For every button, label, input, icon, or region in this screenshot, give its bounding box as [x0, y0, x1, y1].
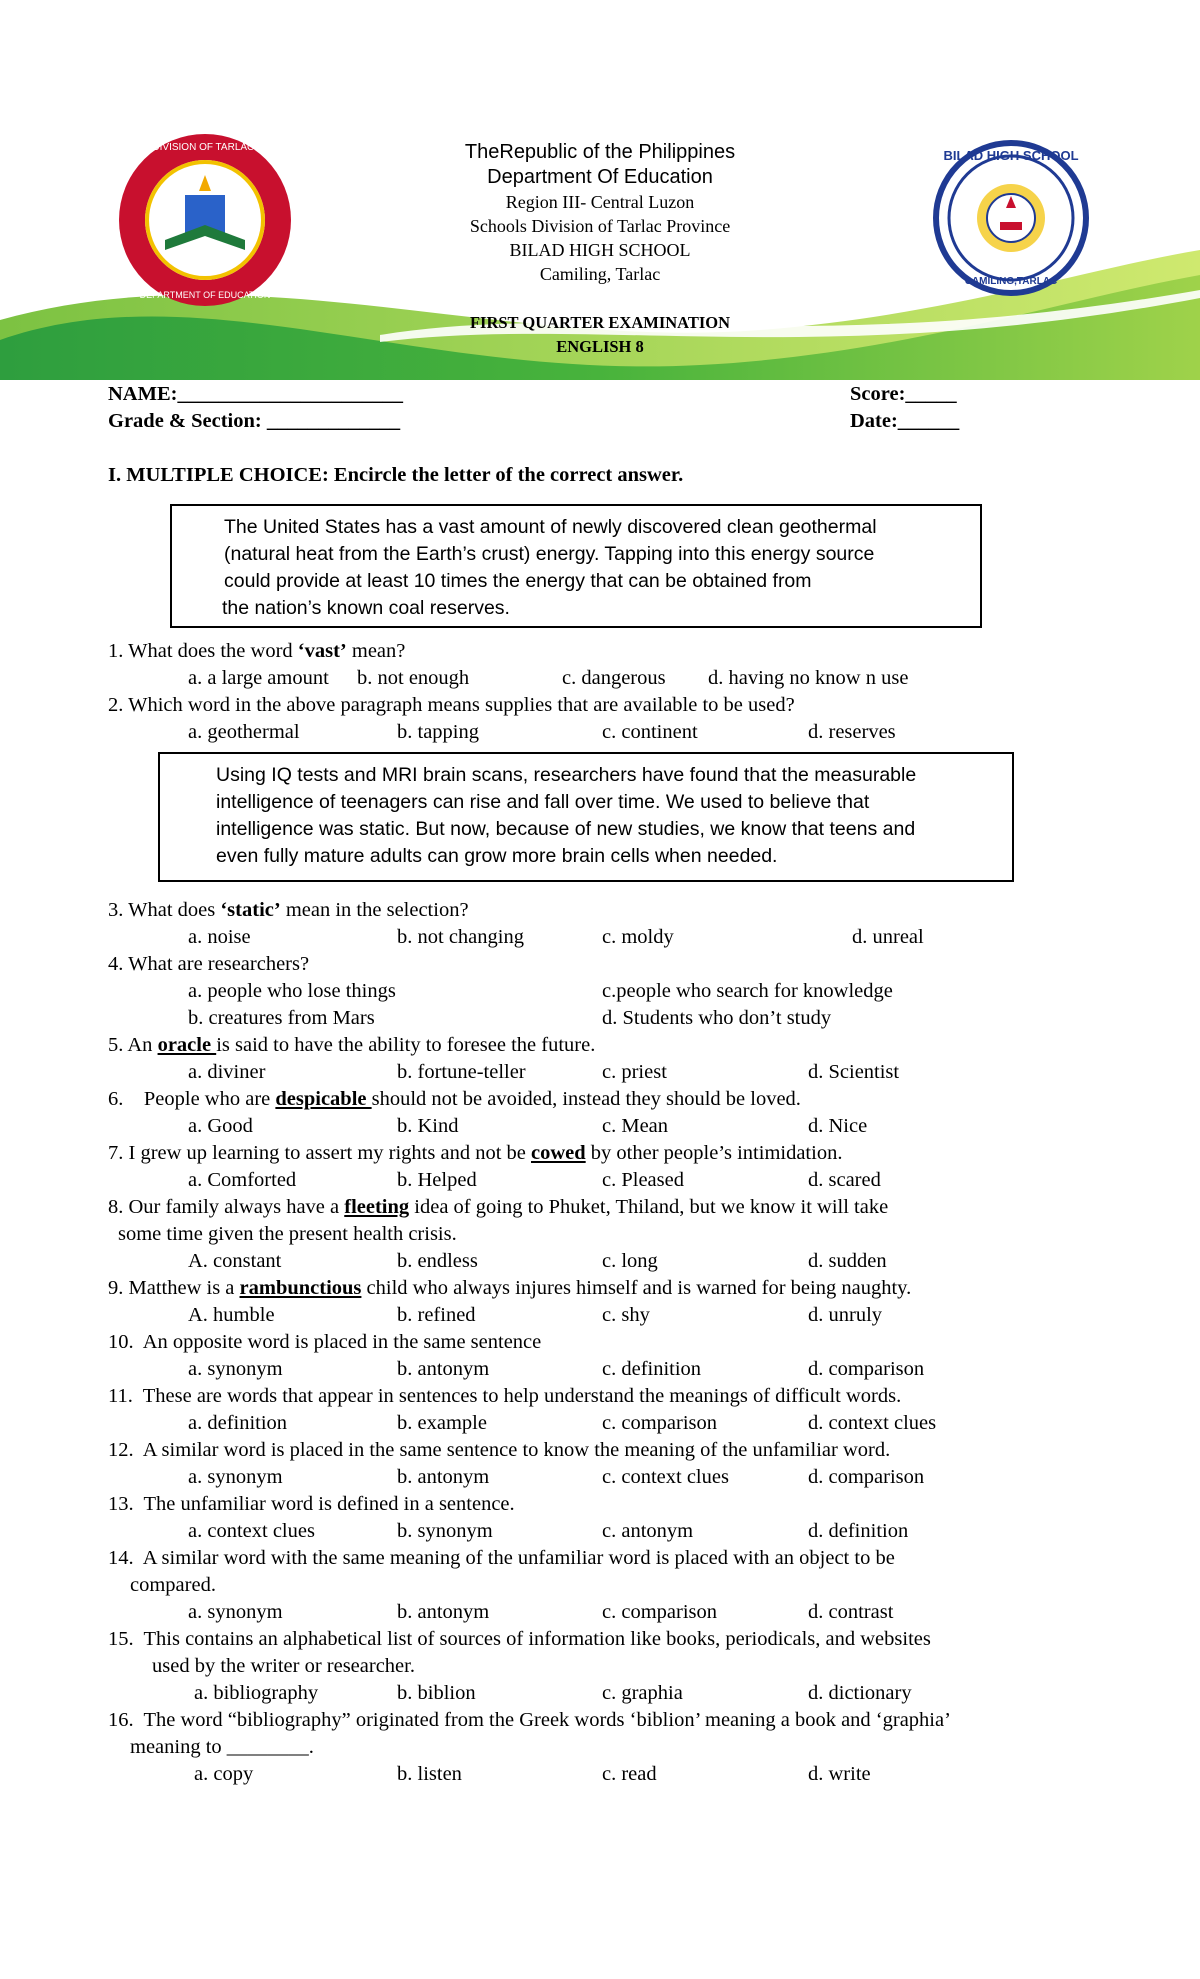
option-5c[interactable]: c. priest — [602, 1061, 667, 1083]
option-6b[interactable]: b. Kind — [397, 1115, 459, 1137]
score-field[interactable]: Score:_____ — [850, 383, 957, 405]
name-field[interactable]: NAME:______________________ — [108, 383, 403, 405]
option-12c[interactable]: c. context clues — [602, 1466, 729, 1488]
option-11d[interactable]: d. context clues — [808, 1412, 937, 1434]
option-3a[interactable]: a. noise — [188, 926, 251, 948]
question-4: 4. What are researchers? — [108, 953, 310, 975]
option-8d[interactable]: d. sudden — [808, 1250, 887, 1272]
question-8: 8. Our family always have a fleeting idea of going to Phuket, Thiland, but we know it will take — [108, 1196, 889, 1218]
option-16c[interactable]: c. read — [602, 1763, 657, 1785]
option-8a[interactable]: A. constant — [188, 1250, 282, 1272]
question-14-line2: compared. — [130, 1574, 216, 1596]
question-16: 16. The word “bibliography” originated from the Greek words ‘biblion’ meaning a book and ‘graphia’ — [108, 1709, 951, 1731]
question-5: 5. An oracle is said to have the ability to foresee the future. — [108, 1034, 596, 1056]
option-9b[interactable]: b. refined — [397, 1304, 476, 1326]
option-14b[interactable]: b. antonym — [397, 1601, 490, 1623]
exam-title: FIRST QUARTER EXAMINATION — [469, 313, 731, 332]
option-5a[interactable]: a. diviner — [188, 1061, 266, 1083]
question-7: 7. I grew up learning to assert my rights and not be cowed by other people’s intimidation. — [108, 1142, 843, 1164]
question-13: 13. The unfamiliar word is defined in a sentence. — [108, 1493, 515, 1515]
passage-line: the nation’s known coal reserves. — [222, 597, 510, 619]
question-12: 12. A similar word is placed in the same sentence to know the meaning of the unfamiliar word. — [108, 1439, 891, 1461]
option-14a[interactable]: a. synonym — [188, 1601, 283, 1623]
option-15d[interactable]: d. dictionary — [808, 1682, 912, 1704]
location-line: Camiling, Tarlac — [539, 264, 661, 284]
passage-line: Using IQ tests and MRI brain scans, researchers have found that the measurable — [216, 764, 917, 786]
option-9d[interactable]: d. unruly — [808, 1304, 883, 1326]
division-line: Schools Division of Tarlac Province — [469, 216, 731, 236]
option-4b[interactable]: b. creatures from Mars — [188, 1007, 375, 1029]
question-11: 11. These are words that appear in sentences to help understand the meanings of difficult words. — [108, 1385, 902, 1407]
option-14d[interactable]: d. contrast — [808, 1601, 894, 1623]
option-4c[interactable]: c.people who search for knowledge — [602, 980, 893, 1002]
option-8b[interactable]: b. endless — [397, 1250, 478, 1272]
passage-line: intelligence of teenagers can rise and fall over time. We used to believe that — [216, 791, 870, 813]
date-field[interactable]: Date:______ — [850, 410, 960, 432]
option-10a[interactable]: a. synonym — [188, 1358, 283, 1380]
question-15: 15. This contains an alphabetical list of sources of information like books, periodicals, and websites — [108, 1628, 931, 1650]
option-5d[interactable]: d. Scientist — [808, 1061, 900, 1083]
option-1d[interactable]: d. having no know n use — [708, 667, 909, 689]
passage-line: The United States has a vast amount of newly discovered clean geothermal — [224, 516, 877, 538]
option-11a[interactable]: a. definition — [188, 1412, 288, 1434]
option-1a[interactable]: a. a large amount — [188, 667, 329, 689]
question-14: 14. A similar word with the same meaning of the unfamiliar word is placed with an object to be — [108, 1547, 895, 1569]
department-line: Department Of Education — [487, 166, 713, 188]
option-13b[interactable]: b. synonym — [397, 1520, 493, 1542]
svg-text:DEPARTMENT OF EDUCATION: DEPARTMENT OF EDUCATION — [139, 290, 271, 300]
question-15-line2: used by the writer or researcher. — [152, 1655, 415, 1677]
option-4a[interactable]: a. people who lose things — [188, 980, 396, 1002]
option-13c[interactable]: c. antonym — [602, 1520, 694, 1542]
svg-text:BILAD HIGH SCHOOL: BILAD HIGH SCHOOL — [943, 148, 1079, 163]
option-5b[interactable]: b. fortune-teller — [397, 1061, 526, 1083]
option-15b[interactable]: b. biblion — [397, 1682, 476, 1704]
option-11b[interactable]: b. example — [397, 1412, 487, 1434]
option-16a[interactable]: a. copy — [194, 1763, 254, 1785]
question-2: 2. Which word in the above paragraph means supplies that are available to be used? — [108, 694, 795, 716]
option-9a[interactable]: A. humble — [188, 1304, 275, 1326]
passage-line: even fully mature adults can grow more brain cells when needed. — [216, 845, 778, 867]
option-14c[interactable]: c. comparison — [602, 1601, 717, 1623]
option-13d[interactable]: d. definition — [808, 1520, 909, 1542]
question-9: 9. Matthew is a rambunctious child who always injures himself and is warned for being naughty. — [108, 1277, 912, 1299]
option-6d[interactable]: d. Nice — [808, 1115, 868, 1137]
option-7d[interactable]: d. scared — [808, 1169, 881, 1191]
school-line: BILAD HIGH SCHOOL — [509, 240, 691, 260]
passage-line: (natural heat from the Earth’s crust) energy. Tapping into this energy source — [224, 543, 875, 565]
option-11c[interactable]: c. comparison — [602, 1412, 717, 1434]
option-9c[interactable]: c. shy — [602, 1304, 650, 1326]
option-10d[interactable]: d. comparison — [808, 1358, 925, 1380]
option-12d[interactable]: d. comparison — [808, 1466, 925, 1488]
option-15c[interactable]: c. graphia — [602, 1682, 683, 1704]
passage-line: intelligence was static. But now, because of new studies, we know that teens and — [216, 818, 916, 840]
option-6a[interactable]: a. Good — [188, 1115, 253, 1137]
option-3b[interactable]: b. not changing — [397, 926, 524, 948]
option-7a[interactable]: a. Comforted — [188, 1169, 297, 1191]
option-4d[interactable]: d. Students who don’t study — [602, 1007, 832, 1029]
question-8-line2: some time given the present health crisis. — [118, 1223, 457, 1245]
option-6c[interactable]: c. Mean — [602, 1115, 669, 1137]
option-7c[interactable]: c. Pleased — [602, 1169, 684, 1191]
option-10b[interactable]: b. antonym — [397, 1358, 490, 1380]
option-13a[interactable]: a. context clues — [188, 1520, 315, 1542]
passage-box-1 — [170, 504, 982, 628]
option-3c[interactable]: c. moldy — [602, 926, 674, 948]
option-16d[interactable]: d. write — [808, 1763, 871, 1785]
option-1b[interactable]: b. not enough — [357, 667, 470, 689]
svg-text:CAMILING,TARLAC: CAMILING,TARLAC — [964, 276, 1058, 287]
option-2c[interactable]: c. continent — [602, 721, 698, 743]
option-2a[interactable]: a. geothermal — [188, 721, 300, 743]
question-16-line2: meaning to ________. — [130, 1736, 314, 1758]
republic-line: TheRepublic of the Philippines — [464, 141, 736, 163]
option-2b[interactable]: b. tapping — [397, 721, 479, 743]
passage-box-2 — [158, 752, 1014, 882]
option-2d[interactable]: d. reserves — [808, 721, 896, 743]
option-1c[interactable]: c. dangerous — [562, 667, 666, 689]
option-10c[interactable]: c. definition — [602, 1358, 702, 1380]
question-1: 1. What does the word ‘vast’ mean? — [108, 640, 406, 662]
question-6: 6. People who are despicable should not be avoided, instead they should be loved. — [108, 1088, 801, 1110]
question-10: 10. An opposite word is placed in the same sentence — [108, 1331, 542, 1353]
question-3: 3. What does ‘static’ mean in the selection? — [108, 899, 469, 921]
option-15a[interactable]: a. bibliography — [194, 1682, 319, 1704]
option-12b[interactable]: b. antonym — [397, 1466, 490, 1488]
option-16b[interactable]: b. listen — [397, 1763, 462, 1785]
option-8c[interactable]: c. long — [602, 1250, 658, 1272]
passage-line: could provide at least 10 times the energy that can be obtained from — [224, 570, 812, 592]
option-7b[interactable]: b. Helped — [397, 1169, 477, 1191]
subject-title: ENGLISH 8 — [556, 337, 644, 356]
grade-section-field[interactable]: Grade & Section: _____________ — [108, 410, 401, 432]
section-title: I. MULTIPLE CHOICE: Encircle the letter of the correct answer. — [108, 464, 684, 486]
region-line: Region III- Central Luzon — [505, 192, 695, 212]
svg-text:SCHOOLS DIVISION OF TARLAC PRO: SCHOOLS DIVISION OF TARLAC PROVINCE — [100, 142, 310, 153]
option-3d[interactable]: d. unreal — [852, 926, 924, 948]
option-12a[interactable]: a. synonym — [188, 1466, 283, 1488]
